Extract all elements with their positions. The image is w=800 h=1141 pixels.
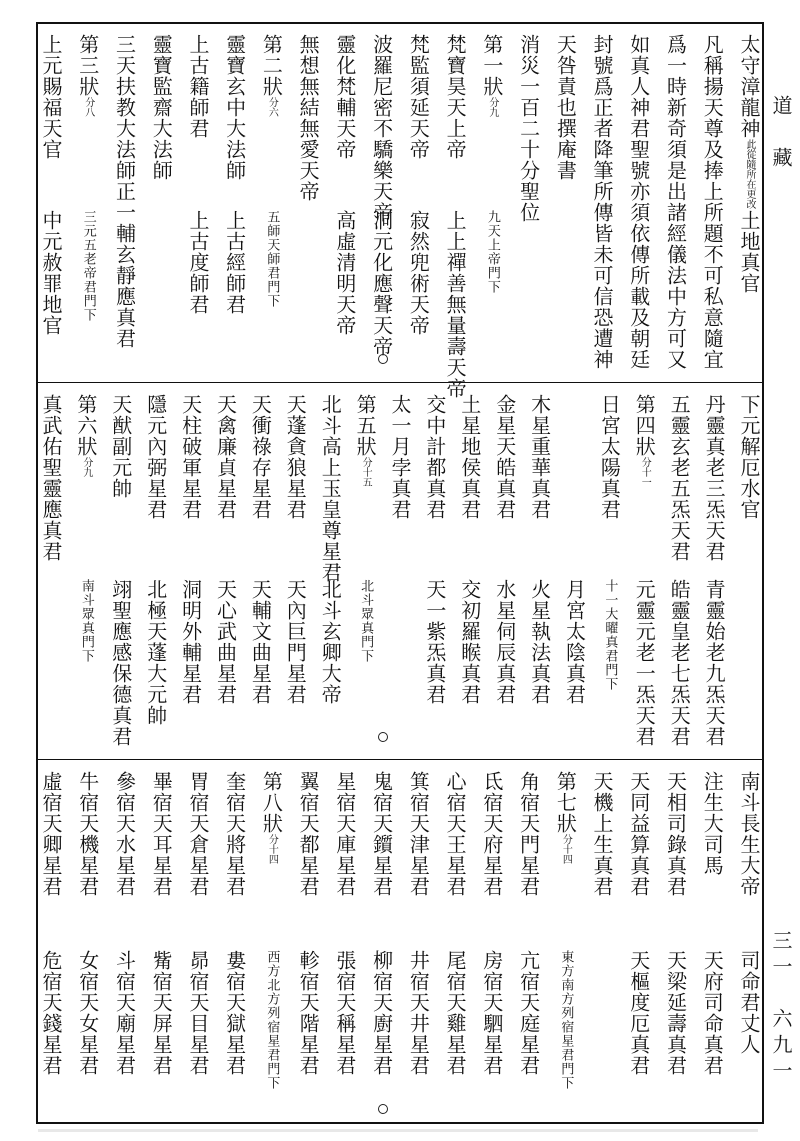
column-text: 靈寶玄中大法師 bbox=[222, 34, 247, 181]
column-text: 隱元內弼星君 bbox=[143, 394, 168, 520]
text-column bbox=[77, 771, 99, 897]
column-text: 北斗高上玉皇尊星君 bbox=[318, 394, 343, 583]
column-second-entry: 洞明外輔星君 bbox=[178, 579, 203, 705]
page-frame bbox=[36, 22, 764, 1124]
column-second-entry: 司命君丈人 bbox=[737, 950, 761, 1055]
column-second-entry: 女宿天女星君 bbox=[75, 950, 100, 1076]
text-column bbox=[424, 394, 446, 520]
column-text: 箕宿天津星君 bbox=[406, 771, 431, 897]
column-second-entry: 月宮太陰真君 bbox=[562, 579, 587, 705]
column-second-entry: 天府司命真君 bbox=[700, 950, 725, 1076]
text-column bbox=[444, 771, 466, 897]
text-column bbox=[701, 34, 723, 370]
circle-mark bbox=[378, 1104, 388, 1114]
column-second-entry: 北極天蓬大元帥 bbox=[143, 579, 168, 726]
column-second-entry: 房宿天駟星君 bbox=[479, 950, 504, 1076]
text-column bbox=[628, 34, 650, 370]
column-second-entry: 上上禪善無量壽天帝 bbox=[443, 210, 468, 399]
column-second-entry: 西方北方列宿星君門下 bbox=[264, 950, 280, 1090]
column-second-entry: 上古經師君 bbox=[222, 210, 247, 315]
column-second-entry: 危宿天錢星君 bbox=[39, 950, 63, 1076]
divider-2 bbox=[38, 759, 762, 760]
column-second-entry: 寂然兜術天帝 bbox=[406, 210, 431, 336]
text-column bbox=[110, 394, 132, 499]
column-note: 分十五 bbox=[360, 457, 372, 487]
text-column bbox=[665, 34, 687, 370]
column-second-entry: 三元五老帝君門下 bbox=[80, 210, 96, 322]
column-text: 下元解厄水官 bbox=[737, 394, 761, 520]
column-second-entry: 十一大曜真君門下 bbox=[602, 579, 618, 691]
column-second-entry: 尾宿天雞星君 bbox=[443, 950, 468, 1076]
column-text: 星宿天庫星君 bbox=[332, 771, 357, 897]
text-column bbox=[459, 394, 481, 520]
text-column bbox=[407, 34, 429, 160]
column-text: 天同益算真君 bbox=[626, 771, 651, 897]
text-column bbox=[40, 34, 62, 160]
column-second-entry: 井宿天井星君 bbox=[406, 950, 431, 1076]
column-text: 第七狀 bbox=[553, 771, 578, 834]
column-text: 胃宿天倉星君 bbox=[185, 771, 210, 897]
column-text: 南斗長生大帝 bbox=[737, 771, 761, 897]
column-text: 心宿天王星君 bbox=[443, 771, 468, 897]
page-number: 三一 六九一 bbox=[769, 930, 793, 1086]
column-text: 注生大司馬 bbox=[700, 771, 725, 876]
column-second-entry: 五師天師君門下 bbox=[264, 210, 280, 308]
column-second-entry: 東方南方列宿星君門下 bbox=[558, 950, 574, 1090]
column-second-entry: 上古度師君 bbox=[185, 210, 210, 315]
column-text: 第四狀 bbox=[632, 394, 657, 457]
column-second-entry: 昴宿天目星君 bbox=[185, 950, 210, 1076]
column-text: 天蓬貪狼星君 bbox=[283, 394, 308, 520]
column-text: 角宿天門星君 bbox=[516, 771, 541, 897]
column-second-entry: 火星執法真君 bbox=[527, 579, 552, 705]
text-column bbox=[668, 394, 690, 562]
column-text: 凡稱揚天尊及捧上所題不可私意隨宜 bbox=[700, 34, 725, 370]
text-column bbox=[187, 34, 209, 139]
column-text: 消災一百二十分聖位 bbox=[516, 34, 541, 223]
column-second-entry: 天心武曲星君 bbox=[213, 579, 238, 705]
column-second-entry: 交初羅睺真君 bbox=[457, 579, 482, 705]
column-second-entry: 北斗眾真門下 bbox=[358, 579, 374, 663]
column-text: 天禽廉貞星君 bbox=[213, 394, 238, 520]
column-note: 分八 bbox=[82, 97, 94, 117]
text-column bbox=[371, 34, 393, 223]
column-text: 無想無結無愛天帝 bbox=[296, 34, 321, 202]
column-second-entry: 天梁延壽真君 bbox=[663, 950, 688, 1076]
text-column bbox=[554, 34, 576, 181]
text-column bbox=[598, 394, 620, 520]
column-second-entry: 元靈元老一炁天君 bbox=[632, 579, 657, 747]
text-column bbox=[75, 394, 97, 477]
text-column bbox=[518, 34, 540, 223]
column-text: 虛宿天卿星君 bbox=[39, 771, 63, 897]
text-column bbox=[180, 394, 202, 520]
text-column bbox=[334, 34, 356, 160]
column-text: 天柱破軍星君 bbox=[178, 394, 203, 520]
text-column bbox=[665, 771, 687, 897]
text-column bbox=[494, 394, 516, 520]
column-text: 丹靈真老三炁天君 bbox=[702, 394, 727, 562]
column-second-entry: 翊聖應感保德真君 bbox=[108, 579, 133, 747]
column-second-entry: 高虛清明天帝 bbox=[332, 210, 357, 336]
column-text: 如真人神君聖號亦須依傳所載及朝廷 bbox=[626, 34, 651, 370]
text-column bbox=[529, 394, 551, 520]
book-title: 道 藏 bbox=[769, 95, 793, 173]
column-note: 分十四 bbox=[266, 834, 278, 864]
column-text: 第三狀 bbox=[75, 34, 100, 97]
text-column bbox=[738, 394, 760, 520]
text-column bbox=[215, 394, 237, 520]
text-column bbox=[150, 771, 172, 897]
column-text: 第二狀 bbox=[259, 34, 284, 97]
column-second-entry: 柳宿天廚星君 bbox=[369, 950, 394, 1076]
column-text: 第一狀 bbox=[479, 34, 504, 97]
panel-middle bbox=[38, 384, 762, 759]
text-column bbox=[738, 34, 760, 209]
column-second-entry: 洞元化應聲天帝 bbox=[369, 210, 394, 357]
text-column bbox=[334, 771, 356, 897]
column-second-entry: 土地真官 bbox=[737, 210, 761, 294]
column-second-entry: 九天上帝門下 bbox=[484, 210, 500, 294]
column-text: 波羅尼密不驕樂天帝 bbox=[369, 34, 394, 223]
text-column bbox=[319, 394, 341, 583]
panel-top bbox=[38, 24, 762, 399]
column-second-entry: 水星伺辰真君 bbox=[492, 579, 517, 705]
text-column bbox=[444, 34, 466, 160]
text-column bbox=[224, 771, 246, 897]
column-note: 分九 bbox=[80, 457, 92, 477]
text-column bbox=[187, 771, 209, 897]
column-text: 土星地侯真君 bbox=[457, 394, 482, 520]
text-column bbox=[297, 771, 319, 897]
column-text: 天相司錄真君 bbox=[663, 771, 688, 897]
column-text: 靈寶監齋大法師 bbox=[149, 34, 174, 181]
column-text: 畢宿天耳星君 bbox=[149, 771, 174, 897]
column-note: 分九 bbox=[486, 97, 498, 117]
column-second-entry: 亢宿天庭星君 bbox=[516, 950, 541, 1076]
text-column bbox=[371, 771, 393, 897]
column-text: 三天扶教大法師正一輔玄靜應真君 bbox=[112, 34, 137, 349]
column-text: 上元賜福天官 bbox=[39, 34, 63, 160]
column-second-entry: 天樞度厄真君 bbox=[626, 950, 651, 1076]
column-text: 五靈玄老五炁天君 bbox=[667, 394, 692, 562]
text-column bbox=[481, 34, 503, 117]
text-column bbox=[150, 34, 172, 181]
text-column bbox=[518, 771, 540, 897]
text-column bbox=[297, 34, 319, 202]
column-note: 分十一 bbox=[639, 457, 651, 487]
text-column bbox=[113, 34, 135, 349]
column-second-entry: 天內巨門星君 bbox=[283, 579, 308, 705]
column-second-entry: 觜宿天屏星君 bbox=[149, 950, 174, 1076]
column-text: 天猷副元帥 bbox=[108, 394, 133, 499]
column-second-entry: 南斗眾真門下 bbox=[78, 579, 94, 663]
panel-bottom bbox=[38, 761, 762, 1124]
column-second-entry: 軫宿天階星君 bbox=[296, 950, 321, 1076]
column-text: 第八狀 bbox=[259, 771, 284, 834]
column-text: 金星天皓真君 bbox=[492, 394, 517, 520]
text-column bbox=[77, 34, 99, 117]
column-second-entry: 斗宿天廟星君 bbox=[112, 950, 137, 1076]
column-text: 氐宿天府星君 bbox=[479, 771, 504, 897]
text-column bbox=[738, 771, 760, 897]
column-note: 分六 bbox=[266, 97, 278, 117]
circle-mark bbox=[378, 732, 388, 742]
text-column bbox=[284, 394, 306, 520]
divider-1 bbox=[38, 382, 762, 383]
column-note: 此從隨所在更改 bbox=[744, 139, 755, 209]
circle-mark bbox=[378, 354, 388, 364]
text-column bbox=[407, 771, 429, 897]
column-text: 爲一時新奇須是出諸經儀法中方可又 bbox=[663, 34, 688, 370]
column-second-entry: 中元赦罪地官 bbox=[39, 210, 63, 336]
text-column bbox=[260, 771, 282, 864]
column-text: 日宮太陽真君 bbox=[597, 394, 622, 520]
column-text: 翼宿天都星君 bbox=[296, 771, 321, 897]
text-column bbox=[633, 394, 655, 487]
column-text: 梵監須延天帝 bbox=[406, 34, 431, 160]
text-column bbox=[591, 771, 613, 897]
column-text: 上古籍師君 bbox=[185, 34, 210, 139]
column-text: 鬼宿天鑕星君 bbox=[369, 771, 394, 897]
column-text: 第五狀 bbox=[353, 394, 378, 457]
column-second-entry: 張宿天稱星君 bbox=[332, 950, 357, 1076]
column-text: 封號爲正者降筆所傳皆未可信恐遭神 bbox=[590, 34, 615, 370]
text-column bbox=[145, 394, 167, 520]
column-text: 交中計都真君 bbox=[422, 394, 447, 520]
column-second-entry: 天一紫炁真君 bbox=[422, 579, 447, 705]
text-column bbox=[224, 34, 246, 181]
column-second-entry: 青靈始老九炁天君 bbox=[702, 579, 727, 747]
column-text: 靈化梵輔天帝 bbox=[332, 34, 357, 160]
text-column bbox=[701, 771, 723, 876]
text-column bbox=[554, 771, 576, 864]
column-text: 天咎責也撰庵書 bbox=[553, 34, 578, 181]
text-column bbox=[354, 394, 376, 487]
column-text: 太守漳龍神 bbox=[737, 34, 761, 139]
column-note: 分十四 bbox=[560, 834, 572, 864]
column-text: 牛宿天機星君 bbox=[75, 771, 100, 897]
text-column bbox=[260, 34, 282, 117]
column-text: 太一月孛真君 bbox=[388, 394, 412, 520]
column-text: 天衝祿存星君 bbox=[248, 394, 273, 520]
column-text: 第六狀 bbox=[73, 394, 98, 457]
column-text: 木星重華真君 bbox=[527, 394, 552, 520]
text-column bbox=[249, 394, 271, 520]
column-text: 真武佑聖靈應真君 bbox=[39, 394, 63, 562]
text-column bbox=[113, 771, 135, 897]
column-second-entry: 皓靈皇老七炁天君 bbox=[667, 579, 692, 747]
scan-edge bbox=[38, 1129, 758, 1132]
text-column bbox=[703, 394, 725, 562]
column-second-entry: 北斗玄卿大帝 bbox=[318, 579, 343, 705]
text-column bbox=[40, 771, 62, 897]
text-column bbox=[628, 771, 650, 897]
column-text: 天機上生真君 bbox=[590, 771, 615, 897]
column-text: 參宿天水星君 bbox=[112, 771, 137, 897]
text-column bbox=[389, 394, 411, 520]
text-column bbox=[591, 34, 613, 370]
column-text: 梵寶昊天上帝 bbox=[443, 34, 468, 160]
column-second-entry: 婁宿天獄星君 bbox=[222, 950, 247, 1076]
text-column bbox=[481, 771, 503, 897]
text-column bbox=[40, 394, 62, 562]
column-text: 奎宿天將星君 bbox=[222, 771, 247, 897]
column-second-entry: 天輔文曲星君 bbox=[248, 579, 273, 705]
